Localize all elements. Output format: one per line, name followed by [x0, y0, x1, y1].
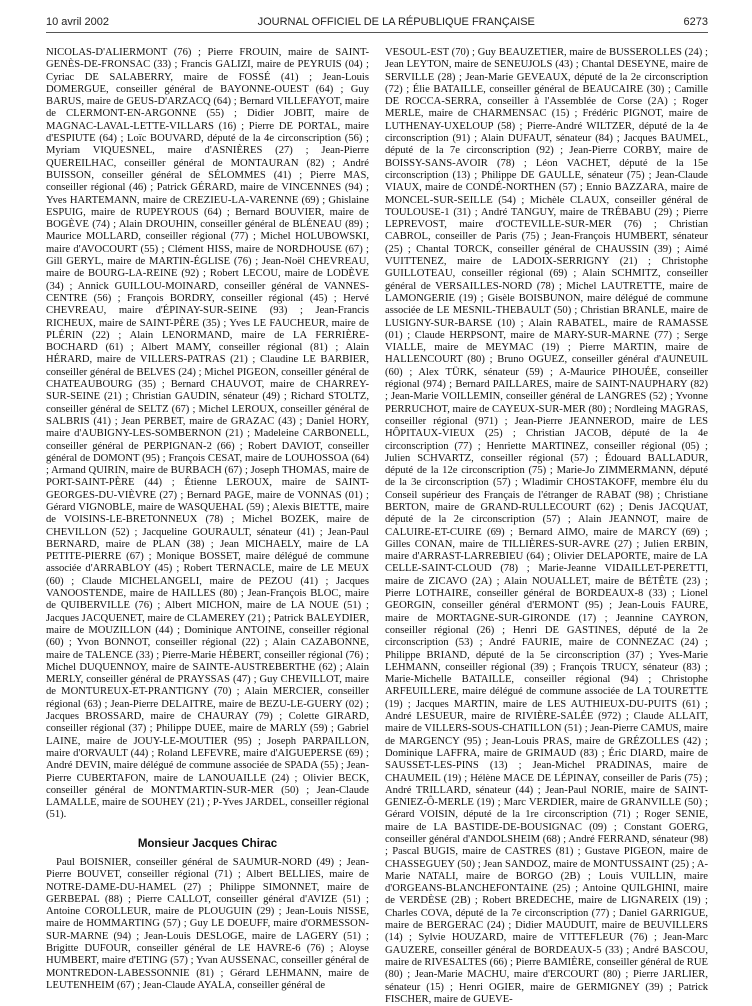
header-journal-title: JOURNAL OFFICIEL DE LA RÉPUBLIQUE FRANÇAISE [257, 16, 535, 28]
page-header [46, 16, 708, 32]
text-columns [46, 47, 708, 1005]
left-column-paragraph-2: Paul BOISNIER, conseiller général de SAUMUR-NORD (49) ; Jean-Pierre BOUVET, conseiller régional (71) ; Albert BELLIES, maire de NOTRE-DAME-DU-HAMEL (27) ; Philippe SIMONNET, maire de GERBEPAL (88) ; Pierre CALLOT, conseiller général d'AVIZE (51) ; Antoine COROLLEUR, maire de PLOUGUIN (29) ; Jean-Louis NISSE, maire de HOMMARTING (57) ; Guy LE DOEUFF, maire d'ORMESSON-SUR-MARNE (94) ; Jean-Louis DESLOGE, maire de LAGERY (51) ; Brigitte DUFOUR, conseiller général de LE HAVRE-6 (76) ; Aloyse HUMBERT, maire d'ETING (57) ; Yvan AUSSENAC, conseiller général de MONTREDON-LABESSONNIE (81) ; Gérard LEHMANN, maire de LEUTENHEIM (67) ; Jean-Claude AYALA, conseiller général de [46, 857, 369, 991]
right-column-paragraph-1: VESOUL-EST (70) ; Guy BEAUZETIER, maire de BUSSEROLLES (24) ; Jean LEYTON, maire de SENEUJOLS (43) ; Chantal DESEYNE, maire de SERVILLE (28) ; Jean-Marie GEVEAUX, député de la 2e circonscription (72) ; Élie BATAILLE, conseiller général de BEAUCAIRE (30) ; Camille DE ROCCA-SERRA, conseiller à l'Assemblée de Corse (2A) ; Roger MERLE, maire de CHARMENSAC (15) ; Frédéric PIGNOT, maire de LUTHENAY-UXELOUP (58) ; Pierre-André WILTZER, député de la 4e circonscription (91) ; Alain DUFAUT, sénateur (84) ; Jacques BAUMEL, député de la 7e circonscription (92) ; Jean-Pierre CORBY, maire de BOISSY-SANS-AVOIR (78) ; Léon VACHET, député de la 15e circonscription (13) ; Philippe DE GAULLE, sénateur (75) ; Jean-Claude VIAUX, maire de CONDÉ-NORTHEN (57) ; Ennio BAZZARA, maire de MONCEL-SUR-SEILLE (54) ; Michèle CLAUX, conseiller général de TOULOUSE-1 (31) ; André TANGUY, maire de TRÉBABU (29) ; Pierre LEPREVOST, maire d'OCTEVILLE-SUR-MER (76) ; Christian CABROL, conseiller de Paris (75) ; Jean-François HUMBERT, sénateur (25) ; Chantal TORCK, conseiller général de CHAUSSIN (39) ; Aimé VUITTENEZ, maire de LADOIX-SERRIGNY (21) ; Christophe GUILLOTEAU, conseiller régional (69) ; Alain SCHMITZ, conseiller général de VERSAILLES-NORD (78) ; Michel LAUTRETTE, maire de LAMONGERIE (19) ; Gisèle BOISBUNON, maire délégué de commune associée de LE MESNIL-THEBAULT (50) ; Christian BRANLE, maire de LUSIGNY-SUR-BARSE (10) ; Alain RABATEL, maire de RAMASSE (01) ; Claude HERPSONT, maire de MARY-SUR-MARNE (77) ; Serge VIALLE, maire de MEYMAC (19) ; Pierre MARTIN, maire de HALLENCOURT (80) ; Bruno OGUEZ, conseiller général d'AUNEUIL (60) ; Alex TÜRK, sénateur (59) ; A-Maurice PIHOUÉE, conseiller régional (974) ; Bernard PAILLARES, maire de SAINT-NAUPHARY (82) ; Jean-Marie VOILLEMIN, conseiller général de LANGRES (52) ; Yvonne PERRUCHOT, maire de CAYEUX-SUR-MER (80) ; Nordleing MAGRAS, conseiller régional (971) ; Jean-Pierre JEANNEROD, maire de LES HÔPITAUX-VIEUX (25) ; Christian JACOB, député de la 4e circonscription (77) ; Henriette MARTINEZ, conseiller régional (05) ; Julien SCHVARTZ, conseiller régional (57) ; Édouard BALLADUR, député de la 12e circonscription (75) ; Marie-Jo ZIMMERMANN, député de la 3e circonscription (57) ; Wladimir CHOSTAKOFF, membre élu du Conseil supérieur des Français de l'étranger de RABAT (98) ; Christiane BERTON, maire de GRAND-RULLECOURT (62) ; Denis JACQUAT, député de la 2e circonscription (57) ; Alain JEANNOT, maire de CALUIRE-ET-CUIRE (69) ; Bernard AIMO, maire de MARCY (69) ; Gilles CONAN, maire de TILLIÈRES-SUR-AVRE (27) ; Julien ERBIN, maire d'ARRAST-LARREBIEU (64) ; Olivier DELAPORTE, maire de LA CELLE-SAINT-CLOUD (78) ; Marie-Jeanne VIDAILLET-PERETTI, maire de ZICAVO (2A) ; Alain NOUALLET, maire de BÉTÊTE (23) ; Pierre LOTHAIRE, conseiller général de BORDEAUX-8 (33) ; Lionel GEORGIN, conseiller général d'ERMONT (95) ; Jean-Louis FAURE, maire de MORTAGNE-SUR-GIRONDE (17) ; Jeannine CAYRON, conseiller régional (26) ; Henri DE GASTINES, député de la 2e circonscription (53) ; André FAURIE, maire de CONNEZAC (24) ; Philippe BRIAND, député de la 5e circonscription (37) ; Yves-Marie LEHMANN, conseiller régional (39) ; François TRUCY, sénateur (83) ; Marie-Michelle BATAILLE, conseiller régional (94) ; Christophe ARFEUILLERE, maire délégué de commune associée de LA TOURETTE (19) ; Jacques MARTIN, maire de LES AUTHIEUX-DU-PUITS (61) ; André LESUEUR, maire de RIVIÈRE-SALÉE (972) ; Claude ALLAIT, maire de VILLERS-SOUS-CHATILLON (51) ; Jean-Pierre CAMUS, maire de MARGENCY (95) ; Jean-Louis PRAS, maire de GRÉZOLLES (42) ; Dominique LAFFRA, maire de GRIMAUD (83) ; Éric DIARD, maire de SAUSSET-LES-PINS (13) ; Jean-Michel PRADINAS, maire de CHAUMEIL (19) ; Hélène MACE DE LÉPINAY, conseiller de Paris (75) ; André TRILLARD, sénateur (44) ; Jean-Paul NORIE, maire de SAINT-GENIEZ-Ô-MERLE (19) ; Marc VERDIER, maire de GRANVILLE (50) ; Gérard VOISIN, député de la 1re circonscription (71) ; Roger SENIE, maire de LA BASTIDE-DE-BOUSIGNAC (09) ; Constant GOERG, conseiller général d'ANDOLSHEIM (68) ; André FERRAND, sénateur (98) ; Pascal BUGIS, maire de CASTRES (81) ; Gustave PIGEON, maire de CHASSEGUEY (50) ; Jean SANDOZ, maire de MONTUSSAINT (25) ; A-Marie NATALI, maire de BORGO (2B) ; Louis VUILLIN, maire d'ORGEANS-BLANCHEFONTAINE (25) ; Antoine QUILGHINI, maire de VERDÈSE (2B) ; Robert BREDECHE, maire de LIGNAREIX (19) ; Charles COVA, député de la 7e circonscription (77) ; Daniel GARRIGUE, maire de BERGERAC (24) ; Didier MAUDUIT, maire de BEUVILLERS (14) ; Sylvie HOUZARD, maire de VITTEFLEUR (76) ; Jean-Marc GAUZERE, conseiller général de BORDEAUX-5 (33) ; André BASCOU, maire de RIVESALTES (66) ; Pierre BAMIÈRE, conseiller général de RUE (80) ; Jean-Marie MACHU, maire d'ERCOURT (80) ; Pierre JARLIER, sénateur (15) ; Henri OGIER, maire de GERMIGNEY (39) ; Patrick FISCHER, maire de GUEVE- [385, 47, 708, 1005]
header-page-number: 6273 [683, 16, 708, 28]
section-title: Monsieur Jacques Chirac [137, 837, 278, 850]
header-rule [46, 32, 708, 33]
header-date: 10 avril 2002 [46, 16, 109, 28]
left-column-paragraph-1: NICOLAS-D'ALIERMONT (76) ; Pierre FROUIN, maire de SAINT-GENÈS-DE-FRONSAC (33) ; Francis GALIZI, maire de PEYRUIS (04) ; Cyriac DE SALABERRY, maire de FOSSÉ (41) ; Jean-Louis DOMERGUE, conseiller général de BAYONNE-OUEST (64) ; Guy BARUS, maire de GEUS-D'ARZACQ (64) ; Bernard VILLEFAYOT, maire de CLERMONT-EN-ARGONNE (55) ; Didier JOBIT, maire de MAGNAC-LAVAL-LETTE-VILLARS (16) ; Pierre DE PORTAL, maire d'ESPIUTE (64) ; Loïc BOUVARD, député de la 4e circonscription (56) ; Myriam VIQUESNEL, maire d'ASNIÈRES (27) ; Jean-Pierre QUEREILHAC, conseiller général de MONTAURAN (82) ; André BUISSON, conseiller général de SÉLOMMES (41) ; Pierre MAS, conseiller régional (46) ; Patrick GÉRARD, maire de VINCENNES (94) ; Yves HARTEMANN, maire de CREZIEU-LA-VARENNE (69) ; Ghislaine ESPUIG, maire de RUPEYROUS (64) ; Bernard BOUVIER, maire de BOGÈVE (74) ; Alain DROUHIN, conseiller général de BLÉNEAU (89) ; Maurice MOLLARD, conseiller régional (77) ; Michel HOLUBOWSKI, maire d'AVOCOURT (55) ; Clément HISS, maire de NORDHOUSE (67) ; Gill GERYL, maire de MARTIN-ÉGLISE (76) ; Jean-Noël CHEVREAU, maire de BOURG-LA-REINE (92) ; Robert LECOU, maire de LODÈVE (34) ; Annick GUILLOU-MOINARD, conseiller général de VANNES-CENTRE (56) ; François BORDRY, conseiller régional (45) ; Hervé CHEVREAU, maire d'ÉPINAY-SUR-SEINE (93) ; Jean-Francis RICHEUX, maire de SAINT-PÈRE (35) ; Yves LE FAUCHEUR, maire de PLÉRIN (22) ; Alain LENORMAND, maire de LA FERRIÈRE-BOCHARD (61) ; Albert MAMY, conseiller régional (81) ; Alain HÉRARD, maire de VILLERS-PATRAS (21) ; Claudine LE BARBIER, conseiller général de BELVES (24) ; Michel PIGEON, conseiller général de CHATEAUBOURG (35) ; Bernard CHAUVOT, maire de CHARREY-SUR-SEINE (21) ; Christian GAUDIN, sénateur (49) ; Richard STOLTZ, conseiller général de SELTZ (67) ; Michel LEROUX, conseiller général de SALBRIS (41) ; Jean PERBET, maire de GRAZAC (43) ; Daniel HORY, maire d'AUBIGNY-LES-SOMBERNON (21) ; Madeleine CARBONELL, conseiller général de PERPIGNAN-2 (66) ; Robert DAVIOT, conseiller général de DOMONT (95) ; François CESAT, maire de LOUHOSSOA (64) ; Armand QUIRIN, maire de BURBACH (67) ; Joseph THOMAS, maire de PORT-SAINT-PÈRE (44) ; Étienne LEROUX, maire de SAINT-GEORGES-DU-VIÈVRE (27) ; Bernard PAGE, maire de VONNAS (01) ; Gérard VIGNOBLE, maire de WASQUEHAL (59) ; Alexis BIETTE, maire de VOISINS-LE-BRETONNEUX (78) ; Michel BOZEK, maire de CHEVILLON (52) ; Jacqueline GOURAULT, sénateur (41) ; Jean-Paul BERNARD, maire de PLAN (38) ; Jean MICHAELY, maire de LA PETITE-PIERRE (67) ; Monique BOSSET, maire délégué de commune associée d'ARRABLOY (45) ; Robert TERNACLE, maire de LE MEUX (60) ; Claude MICHELANGELI, maire de PEZOU (41) ; Jacques VANOOSTENDE, maire de HAILLES (80) ; Jean-François BLOC, maire de QUIBERVILLE (76) ; Albert MICHON, maire de LA NOUE (51) ; Jacques JACQUENET, maire de CLAMEREY (21) ; Patrick BALEYDIER, maire de MOUZILLON (44) ; Dominique ANTOINE, conseiller régional (60) ; Yvon BONNOT, conseiller régional (22) ; Alain CAZABONNE, maire de TALENCE (33) ; Pierre-Marie HÉBERT, conseiller régional (76) ; Michel DUQUENNOY, maire de SAINTE-AUSTREBERTHE (62) ; Alain MERLY, conseiller général de PRAYSSAS (47) ; Guy CHEVILLOT, maire de MONTUREUX-ET-PRANTIGNY (70) ; Alain MERCIER, conseiller régional (63) ; Jean-Pierre DELAITRE, maire de BEZU-LE-GUERY (02) ; Jacques BROSSARD, maire de CHAURAY (79) ; Colette GIRARD, conseiller régional (37) ; Philippe DUEE, maire de MARLY (59) ; Gabriel LAINE, maire de JOUY-LE-MOUTIER (95) ; Joseph PARPAILLON, maire d'ORVAULT (44) ; Roland LEFEVRE, maire d'AIGUEPERSE (69) ; André DEVIN, maire délégué de commune associée de SPADA (55) ; Jean-Pierre CUBERTAFON, maire de LANOUAILLE (24) ; Olivier BECK, conseiller général de MONTMARTIN-SUR-MER (50) ; Jean-Claude LAMALLE, maire de SOUHEY (21) ; P-Yves JARDEL, conseiller régional (51). [46, 47, 369, 821]
right-column [385, 47, 708, 1005]
left-column [46, 47, 369, 991]
